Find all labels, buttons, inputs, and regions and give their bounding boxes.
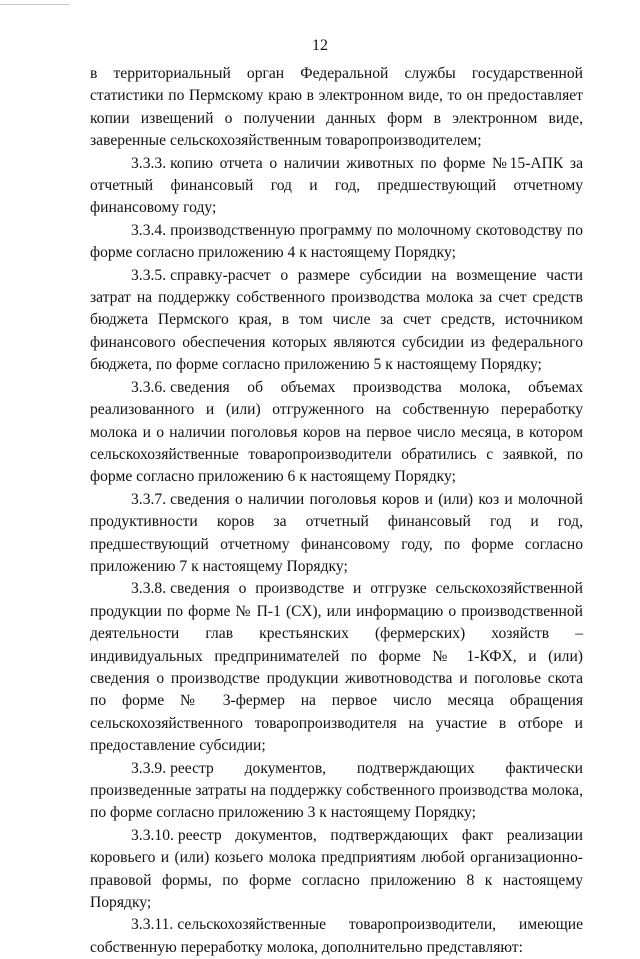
paragraph-text: реестр документов, подтверждающих факт реализации коровьего и (или) козьего молока предприятиям любой организационно-правовой формы, по форме согласно приложению 8 к настоящему Порядку; bbox=[90, 826, 583, 912]
paragraph-text: производственную программу по молочному скотоводству по форме согласно приложению 4 к настоящему Порядку; bbox=[90, 221, 583, 262]
paragraph-text: справку-расчет о размере субсидии на возмещение части затрат на поддержку собственного производства молока за счет средств бюджета Пермского края, в том числе за счет средств, источником финансового обеспечения которых являются субсидии из федерального бюджета, по форме согласно приложению 5 к настоящему Порядку; bbox=[90, 266, 583, 374]
item-number: 3.3.3. bbox=[131, 154, 167, 172]
document-body bbox=[90, 63, 583, 959]
item-number: 3.3.9. bbox=[131, 759, 167, 777]
paragraph-text: копию отчета о наличии животных по форме №15-АПК за отчетный финансовый год и год, предшествующий отчетному финансовому году; bbox=[90, 154, 583, 217]
item-number: 3.3.5. bbox=[131, 266, 167, 284]
paragraph-3-3-6 bbox=[90, 377, 583, 489]
paragraph-text: сведения о наличии поголовья коров и (или) коз и молочной продуктивности коров за отчетный финансовый год и год, предшествующий отчетному финансовому году, по форме согласно приложению 7 к настоящему Порядку; bbox=[90, 490, 583, 575]
item-number: 3.3.4. bbox=[131, 221, 167, 239]
paragraph-text: в территориальный орган Федеральной службы государственной статистики по Пермскому краю в электронном виде, то он предоставляет копии извещений о получении данных форм в электронном виде, заверенные сельскохозяйственным товаропроизводителем; bbox=[90, 65, 583, 150]
page-number: 12 bbox=[312, 37, 328, 54]
paragraph-3-3-8 bbox=[90, 578, 583, 757]
item-number: 3.3.11. bbox=[131, 916, 174, 934]
paragraph-3-3-9 bbox=[90, 758, 583, 825]
paragraph-text: сельскохозяйственные товаропроизводители, имеющие собственную переработку молока, дополнительно представляют: bbox=[90, 916, 583, 956]
item-number: 3.3.8. bbox=[131, 580, 167, 598]
paragraph-3-3-5 bbox=[90, 265, 583, 377]
paragraph-3-3-11 bbox=[90, 914, 583, 959]
paragraph-3-3-7 bbox=[90, 489, 583, 579]
item-number: 3.3.6. bbox=[131, 378, 167, 396]
item-number: 3.3.7. bbox=[131, 490, 167, 508]
paragraph-text: сведения об объемах производства молока, объемах реализованного и (или) отгруженного на собственную переработку молока и о наличии поголовья коров на первое число месяца, в котором сельскохозяйственные товаропроизводители обратились с заявкой, по форме согласно приложению 6 к настоящему Порядку; bbox=[90, 378, 583, 486]
paragraph-continuation bbox=[90, 63, 583, 153]
scan-edge-mark bbox=[0, 0, 70, 5]
item-number: 3.3.10. bbox=[131, 826, 174, 844]
paragraph-3-3-10 bbox=[90, 825, 583, 915]
paragraph-3-3-4 bbox=[90, 220, 583, 265]
paragraph-text: реестр документов, подтверждающих фактически произведенные затраты на поддержку собственного производства молока, по форме согласно приложению 3 к настоящему Порядку; bbox=[90, 759, 583, 822]
paragraph-3-3-3 bbox=[90, 153, 583, 220]
paragraph-text: сведения о производстве и отгрузке сельскохозяйственной продукции по форме № П-1 (СХ), или информацию о производственной деятельности глав крестьянских (фермерских) хозяйств – индивидуальных предпринимателей по форме № 1-КФХ, и (или) сведения о производстве продукции животноводства и поголовье скота по форме № 3-фермер на первое число месяца обращения сельскохозяйственного товаропроизводителя на участие в отборе и предоставление субсидии; bbox=[90, 580, 583, 755]
